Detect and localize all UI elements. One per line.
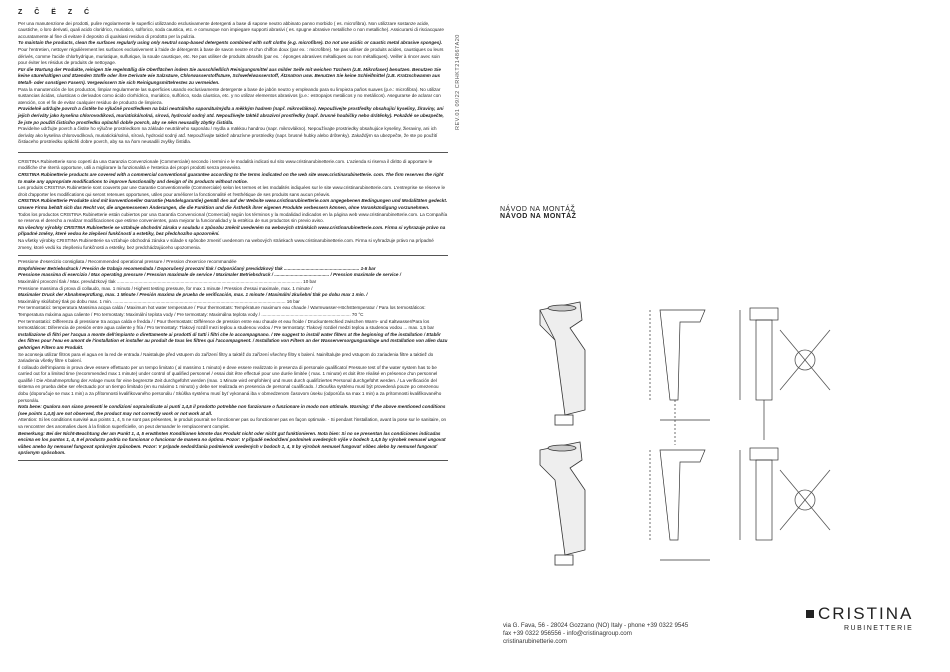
maintenance-paragraph: Pravidelně udržujte povrch a čistěte ho výlučně prostředkem na bázi neutrálního saponátu/mýdla a měkkým hadrem (např. mikrovlákno). Nepoužívejte prostředky obsahující kyseliny, žíraviny, ani jejich deriváty jako kyselina chlorovodíková, muriatická/solná, sírová, hydroxid sodný atd. Nepoužívejte taktéž abrazivní prostředky (např. brusné houbičky nebo drátěnky). Pokaždé se ubezpečte, že jste po použití čisticího prostředku oplachli dobře povrch, aby se něm neusadily zbytky čistidla. bbox=[18, 106, 444, 125]
specs-paragraph: Maximálny skúšobný tlak po dobu max. 1 min. ....................................................................................................................................... 16 bar bbox=[18, 298, 300, 304]
specs-paragraph: Attention: Si les conditions susvisé aux points 1, 4, 5 ne sont pas présentes, le produit pourrait ne fonctionner pas ou fonctionner pas en façon optimale. - Si pendant l'installation, avant la pose sur le sanitaire, on va rencontrer des anomalies dues à la finition superficielle, on peut demander le remplacement complet. bbox=[18, 417, 447, 430]
warranty-paragraph: Na všechny výrobky CRISTINA Rubinetterie se vztahuje obchodní záruka v souladu s způsobu změnit uvedeném na webových stránkách www.cristinarubinetterie.com. Firma si vyhrazuje právo na případné změny, které vedou ke zlepšení funkčnosti a estetiky, bez předchozího upozornění. bbox=[18, 224, 446, 237]
faucet-drawings bbox=[500, 280, 920, 610]
title-line-1: NÁVOD NA MONTÁŽ bbox=[500, 206, 576, 213]
maintenance-paragraph: Pour l'entretien, nettoyer régulièrement les surfaces exclusivement à l'aide de détergents à base de savon neutre et d'un chiffon doux (par ex. : microfibre). Ne pas utiliser de produits acides, caustiques ou leurs dérivés, comme l'acide chlorhydrique, muriatique, sulfurique, la soude caustique, etc. Ne pas utiliser de produits abrasifs (par ex. : éponges abrasives métalliques ou non métalliques). Veiller à rincer avec soin pour éviter les résidus de produits de nettoyage. bbox=[18, 46, 444, 66]
faucet-front-view-2 bbox=[740, 448, 778, 540]
document-title bbox=[500, 206, 576, 220]
maintenance-paragraph: Per una manutenzione dei prodotti, pulire regolarmente le superfici utilizzando esclusivamente detergenti a base di sapone neutro abbinato panno morbido ( es. microfibra). Non utilizzare sostanze acide, caustiche, o loro derivati, quali acido cloridrico, muriatico, solforico, soda caustica, etc. e comunque non impiegare supporti abrasivi ( es. spugne abrasive metalliche o non metalliche). Assicurarsi di risciacquare accuratamente al fine di evitare il deposito di qualsiasi residuo di prodotto per la pulizia. bbox=[18, 20, 444, 39]
brand-logo bbox=[806, 604, 913, 632]
address-line: via G. Fava, 56 - 28024 Gozzano (NO) Italy - phone +39 0322 9545 bbox=[503, 622, 689, 629]
warranty-paragraph: Les produits CRISTINA Rubinetterie sont couverts par une Garantie Conventionnelle (Commerciale) selon les termes et les modalités indiquées sur le site www.cristinarubinetterie.com. L'entreprise se réserve le droit d'apporter les modifications qui seront retenues opportunes, utiles pour améliorer la fonctionnalité et l'esthétique de ses produits sans aucun préavis. bbox=[18, 185, 446, 197]
warranty-section bbox=[18, 159, 448, 251]
maintenance-paragraph: Für die Wartung der Produkte, reinigen Sie regelmäßig die Oberflächen indem Sie ausschließlich Reinigungsmittel aus milder Seife mit weichen Tüchern (z.B. Mikrofaser) benutzen. Benutzen Sie keine säurehaltigen und ätzenden Stoffe oder ihre Derivate wie Salzsäure, Chlorwasserstoffsäure, Schwefelwasserstoff, Ätznatron usw. Benutzen Sie keine Schleifmittel (z.B. Kratzschwamm aus Metall- oder sonstigen Fasern). Vergewissern Sie sich Reinigungsmittelrestes zu vermeiden. bbox=[18, 66, 441, 85]
specs-paragraph: Maximální provozní tlak / Max. prevádzkový tlak ................................................................................................................................................. 10 bar bbox=[18, 278, 317, 284]
crossed-out-icon-2 bbox=[780, 470, 830, 530]
divider bbox=[18, 152, 448, 153]
specs-paragraph: Empfohlener Betriebsdruck / Presión de trabajo recomendada / Doporučený provozní tlak / Odporúčaný prevádzkový tlak ........................................................... 1-5 bar bbox=[18, 265, 376, 271]
warranty-paragraph: Todos los productos CRISTINA Rubinetterie están cubiertos por una Garantía Convencional (Comercial) según los términos y la modalidad indicados en la página web www.cristinarubinetterie.com. La Compañía se reserva el derecho a realizar modificaciones que estime convenientes, para mejorar la funcionalidad y la estética de sus productos sin previo aviso. bbox=[18, 211, 448, 224]
specs-paragraph: Nota bene: Qualora non siano presenti le condizioni sopraindicate ai punti 1,4,5 il prodotto potrebbe non funzionare o funzionare in modo non ottimale. Warning: If the above mentioned conditions (see points 1,4,5) are not observed, the product may not correctly work or not work at all. bbox=[18, 404, 446, 416]
specs-paragraph: Pressione massima di esercizio / Max operating pressure / Pression maximale de service / Maximaler Betriebsdruck / ........................................... / Pression maximale de service / bbox=[18, 272, 401, 278]
crossed-out-icon-1 bbox=[780, 330, 830, 390]
specs-paragraph: Bemerkung: Bei der Nicht-Beachtung der am Punkt 1, 4, 5 erwähnten Konditionen könnte das Produkt nicht oder nicht gut funktionieren. Nota bien: Si no se presentan las condiciones indicadas encima en los puntos 1, 4, 5 el producto podría no funcionar o funcionar de manera no óptima. Pozor: V případě nedodržení podmínek uvedených výše v bodech 1,4,5 by výrobek nemusel ungovat vůbec anebo by nemusel fungovat správným způsobem. Pozor: V prípade nedodržania podmienok uvedených v bodoch 1, 4, 5 by výrobok nemusel fungovať vôbec alebo by nemusel fungovať správnym spôsobom. bbox=[18, 430, 446, 456]
specs-paragraph: Maximaler Druck der Abnahmeprüfung, max. 1 Minute / Presión maxima de prueba de verificación, max. 1 minute / Maximální zkušební tlak po dobu max 1 min. / bbox=[18, 292, 368, 298]
logo-subtitle: RUBINETTERIE bbox=[844, 625, 914, 632]
faucet-side-view-1 bbox=[650, 310, 710, 445]
logo-square-icon bbox=[806, 610, 814, 618]
maintenance-paragraph: Pravidelne udržujte povrch a čistite ho výlučne prostriedkom na základe neutrálneho saponátu / mydla a mäkkou handrou (napr. mikrovlákno). Nepoužívajte prostriedky obsahujúce kyseliny, žieraviny, ani ich deriváty ako kyselina chlorovodíková, muriatická/solná, sírová, hydroxid sodný atď. Nepoužívajte taktiež abrazívne prostriedky (napr. brusné hubky alebo drôtenky). Zakaždým sa ubezpečte, že ste po použití čistiaceho prostriedku opláchli dobre povrch, aby sa na ňom neusadili zvyšky čistidla. bbox=[18, 126, 438, 145]
section-header: Z Č Ë Z Ć bbox=[18, 9, 95, 16]
faucet-side-view-2 bbox=[650, 450, 710, 560]
warranty-paragraph: CRISTINA Rubinetterie Produkte sind mit konventioneller Garantie (Handelsgarantie) gemäß den auf der Website www.cristinarubinetterie.com angegebenen Bedingungen und Modalitäten gedeckt. Unsere Firma behält sich das Recht vor, die ungemessenen Änderungen, die die Funktion und die Ästhetik ihrer eigenen Produkte verbessern können, ohne Vorankündigung vorzunehmen. bbox=[18, 198, 448, 211]
specs-paragraph: Se aconseja utilizar filtros para el agua en la red de entrada / Naistalujte před vstupem do zařízení filtry a taktéž do zařízení všechny filtry s balení. Nainštalujte pred vstupom do zariadenia filtre a taktiež do zariadenia všetky filtre s balení. bbox=[18, 351, 434, 364]
revision-code: REV.01 09/22 CRHKT214867A20 bbox=[455, 34, 461, 130]
specs-paragraph: Pressione massima di prova di collaudo, max. 1 minuto / Highest testing pressure, for max 1 minute / Pression d'essai maximale, max. 1 minute / bbox=[18, 285, 313, 291]
logo-name: CRISTINA bbox=[818, 604, 914, 623]
specs-paragraph: Installazione di filtri per l'acqua a monte dell'impianto o direttamente ai prodotti di tutti i filtri che lo accompagnano. / We suggest to install water filters at the beginning of the installation / Etablir des filtres pour l'eau en amont de l'installation et installer au produit de tous les filtres qui l'accompagnent. / Installation von Filtern an der Wasserversorgungsanlage und Installation von allen dazu gehörigen Filtern am Produkt. bbox=[18, 331, 448, 350]
company-address bbox=[503, 622, 688, 647]
warranty-paragraph: CRISTINA Rubinetterie products are covered with a commercial conventional guarantee according to the terms indicated on the web site www.cristinarubinetterie. com. The firm reserves the right to make any appropriate modifications to improve functionality and design of its products without notice. bbox=[18, 172, 444, 184]
faucet-front-view-1 bbox=[740, 308, 778, 440]
technical-specs-section bbox=[18, 255, 448, 461]
website-line: cristinarubinetterie.com bbox=[503, 638, 567, 646]
maintenance-paragraph: Para la manutención de los productos, limpiar regularmente las superficies usando exclusivamente detergente a base de jabón neutro y empleando para su limpieza paños suaves (p.e.: microfibra). No utilizar sustancias ácidas, cáusticas o derivados como ácido clorhídrico, muriático, sulfúrico, soda cáustica, etc. y no utilizar elementos abrasivos (p.e.: estropajos metálicos y no metálicos). Asegurarse de aclarar con atención, con el fin de evitar cualquier residuo de producto de limpieza. bbox=[18, 86, 441, 105]
specs-paragraph: Per termostatici: temperatura Massima acqua calda / Maximum hot water temperature / Pour thermostats: Température maximum eau chaude / Warmwasser-Höchsttemperatur / Para los termostáticos: Temperatura máxima agua caliente / Pro termostaty: Maximální teplota vody / Pre termostaty: Maximálna teplota vody / ...................................................................... 70 °C bbox=[18, 305, 426, 317]
contact-line: fax +39 0322 956556 - info@cristinagroup.com bbox=[503, 630, 632, 638]
warranty-paragraph: CRISTINA Rubinetterie sono coperti da una Garanzia Convenzionale (Commerciale) secondo i termini e le modalità indicati sul sito www.cristinarubinetterie.com. L'azienda si riserva il diritto di apportare le modifiche che riterrà opportune, utili a migliorare la funzionalità e l'estetica dei propri prodotti senza preavviso. bbox=[18, 158, 433, 171]
specs-paragraph: Per termostatici: Differenza di pressione tra acqua calda e fredda / / Pour thermostats: Différence de pression entre eau chaude et eau froide / Druckunterschied zwischen Warm- und Kaltwasser/Para los termostáticos: Diferencia de presión entre agua caliente y fría / Pro termostaty: Tlakový rozdíl mezi teplou a studenou vodou / Pre termostaty: Tlakový rozdiel medzi teplou a studenou vodou ... max. 1,5 bar bbox=[18, 318, 435, 331]
warranty-paragraph: Na všetky výrobky CRISTINA Rubinetterie sa vzťahuje obchodná záruka v súlade s spôsobe zmeniť uvedenom na webových stránkach www.cristinarubinetterie.com. Firma si vyhradzuje právo na prípadné zmeny, ktoré vedú ku zlepšeniu funkčnosti a estetiky, bez predchádzajúceho upozornenia. bbox=[18, 238, 434, 250]
maintenance-paragraph: To maintain the products, clean the surfaces regularly using only neutral soap-based detergents combined with soft cloths (e.g. microfibre). Do not use acidic or caustic metal abrasive sponges). bbox=[18, 40, 443, 46]
specs-paragraph: Pressione d'esercizio consigliata / Recommended operational pressure / Pression d'exercice recommandée bbox=[18, 259, 237, 265]
maintenance-section bbox=[18, 21, 448, 146]
faucet-drawing-2 bbox=[540, 442, 585, 565]
instructions-column bbox=[18, 10, 448, 461]
faucet-drawing-1 bbox=[540, 302, 585, 425]
specs-paragraph: Il collaudo dell'impianto in prova deve essere effettuato per un tempo limitato ( al massimo 1 minuto) e deve essere realizzato in presenza di personale qualificato/ Pressure test of the water system has to be carried out for a limited time (recommended max 1 minute) under control of qualified personnel / essai doit être effectué pour une durée limitée ( max. 1 minute) et doit être réalisé en présence d'un personnel qualifié / Die Abnahmeprüfung der Anlage muss für eine begrenzte Zeit durchgeführt werden (max. 1 Minute wird empfohlen) und muss durch qualifiziertes Personal durchgeführt werden. / La verificación del sistema en prueba debe ser efectuado por un tiempo limitado (en su máximo 1 minuto) y debe ser realizada en presencia de personal cualificado. / Zkouška systému musí být provedená pouze po omezenou dobu (doporučuje se max 1 min) a za přítomnosti kvalifikovaného personálu / Skúška systému musí byť vykonaná iba v obmedzenom časovom úseku (odporúča sa max 1 min) a za prítomnosti kvalifikovaného personálu. bbox=[18, 364, 442, 403]
title-line-2: NÁVOD NA MONTÁŽ bbox=[500, 213, 577, 220]
